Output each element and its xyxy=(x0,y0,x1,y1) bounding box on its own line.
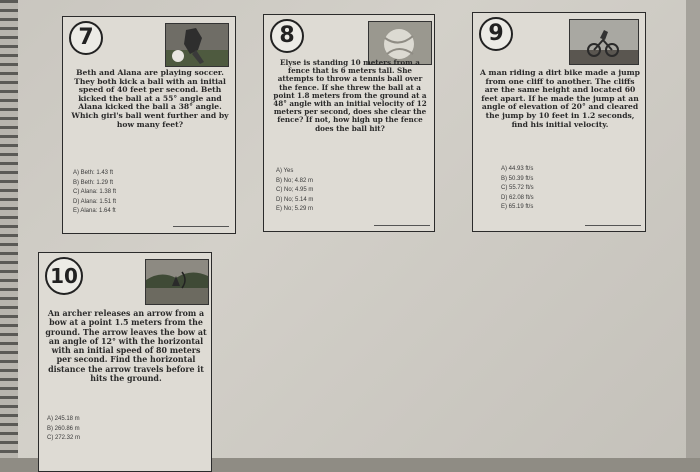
answer-choice: B) 260.86 m xyxy=(47,425,80,432)
dirt-bike-photo xyxy=(569,19,639,65)
archer-photo xyxy=(145,259,209,305)
answer-choice: C) 272.32 m xyxy=(47,435,81,441)
answer-choice: D) 62.08 ft/s xyxy=(501,194,534,201)
page-edge xyxy=(686,0,700,458)
footer-divider xyxy=(585,225,641,226)
answer-choices xyxy=(47,415,80,444)
problem-text: A man riding a dirt bike made a jump from one cliff to another. The cliffs are the same height and located 60 feet apart. If he made the jump at an angle of elevation of 20° and cleared the jump by 10 feet in 1.2 seconds, find his initial velocity. xyxy=(480,68,640,129)
answer-choice: A) 44.93 ft/s xyxy=(501,166,534,172)
problem-card-8 xyxy=(263,14,435,232)
answer-choice: D) No; 5.14 m xyxy=(276,196,314,203)
answer-choices xyxy=(276,167,313,215)
problem-card-7 xyxy=(62,16,236,234)
answer-choice: C) 55.72 ft/s xyxy=(501,185,534,191)
answer-choice: E) Alana: 1.64 ft xyxy=(73,208,116,214)
answer-choices xyxy=(501,165,534,213)
problem-card-9 xyxy=(472,12,646,232)
answer-choices xyxy=(73,169,116,217)
footer-divider xyxy=(374,225,430,226)
footer-divider xyxy=(173,226,229,227)
problem-text: An archer releases an arrow from a bow at a point 1.5 meters from the ground. The arrow leaves the bow at an angle of 12° with the horizontal with an initial speed of 80 meters per second. Find the horizontal distance the arrow travels before it hits the ground. xyxy=(45,309,207,384)
answer-choice: C) Alana: 1.38 ft xyxy=(73,189,117,195)
soccer-photo xyxy=(165,23,229,67)
answer-choice: B) No; 4.82 m xyxy=(276,177,314,184)
problem-text: Elyse is standing 10 meters from a fence that is 6 meters tall. She attempts to throw a tennis ball over the fence. If she threw the ball at a point 1.8 meters from the ground at a 48° angle with an initial velocity of 12 meters per second, does she clear the fence? If not, how high up the fence does the ball hit? xyxy=(273,58,427,133)
answer-choice: A) Beth: 1.43 ft xyxy=(73,170,114,176)
problem-number: 8 xyxy=(270,19,304,53)
answer-choice: E) 65.19 ft/s xyxy=(501,204,534,210)
answer-choice: C) No; 4.95 m xyxy=(276,187,314,193)
problem-number: 7 xyxy=(69,21,103,55)
answer-choice: B) Beth: 1.29 ft xyxy=(73,179,114,186)
answer-choice: A) 245.18 m xyxy=(47,416,80,422)
spiral-binding xyxy=(0,0,18,458)
problem-card-10 xyxy=(38,252,212,472)
problem-text: Beth and Alana are playing soccer. They both kick a ball with an initial speed of 40 feet per second. Beth kicked the ball at a 55° angle and Alana kicked the ball a 38° angle. Which girl's ball went further and by how many feet? xyxy=(71,68,229,129)
problem-number: 10 xyxy=(45,257,83,295)
answer-choice: B) 50.39 ft/s xyxy=(501,175,534,182)
answer-choice: D) Alana: 1.51 ft xyxy=(73,198,117,205)
problem-number: 9 xyxy=(479,17,513,51)
answer-choice: E) No; 5.29 m xyxy=(276,206,314,212)
answer-choice: A) Yes xyxy=(276,168,294,174)
